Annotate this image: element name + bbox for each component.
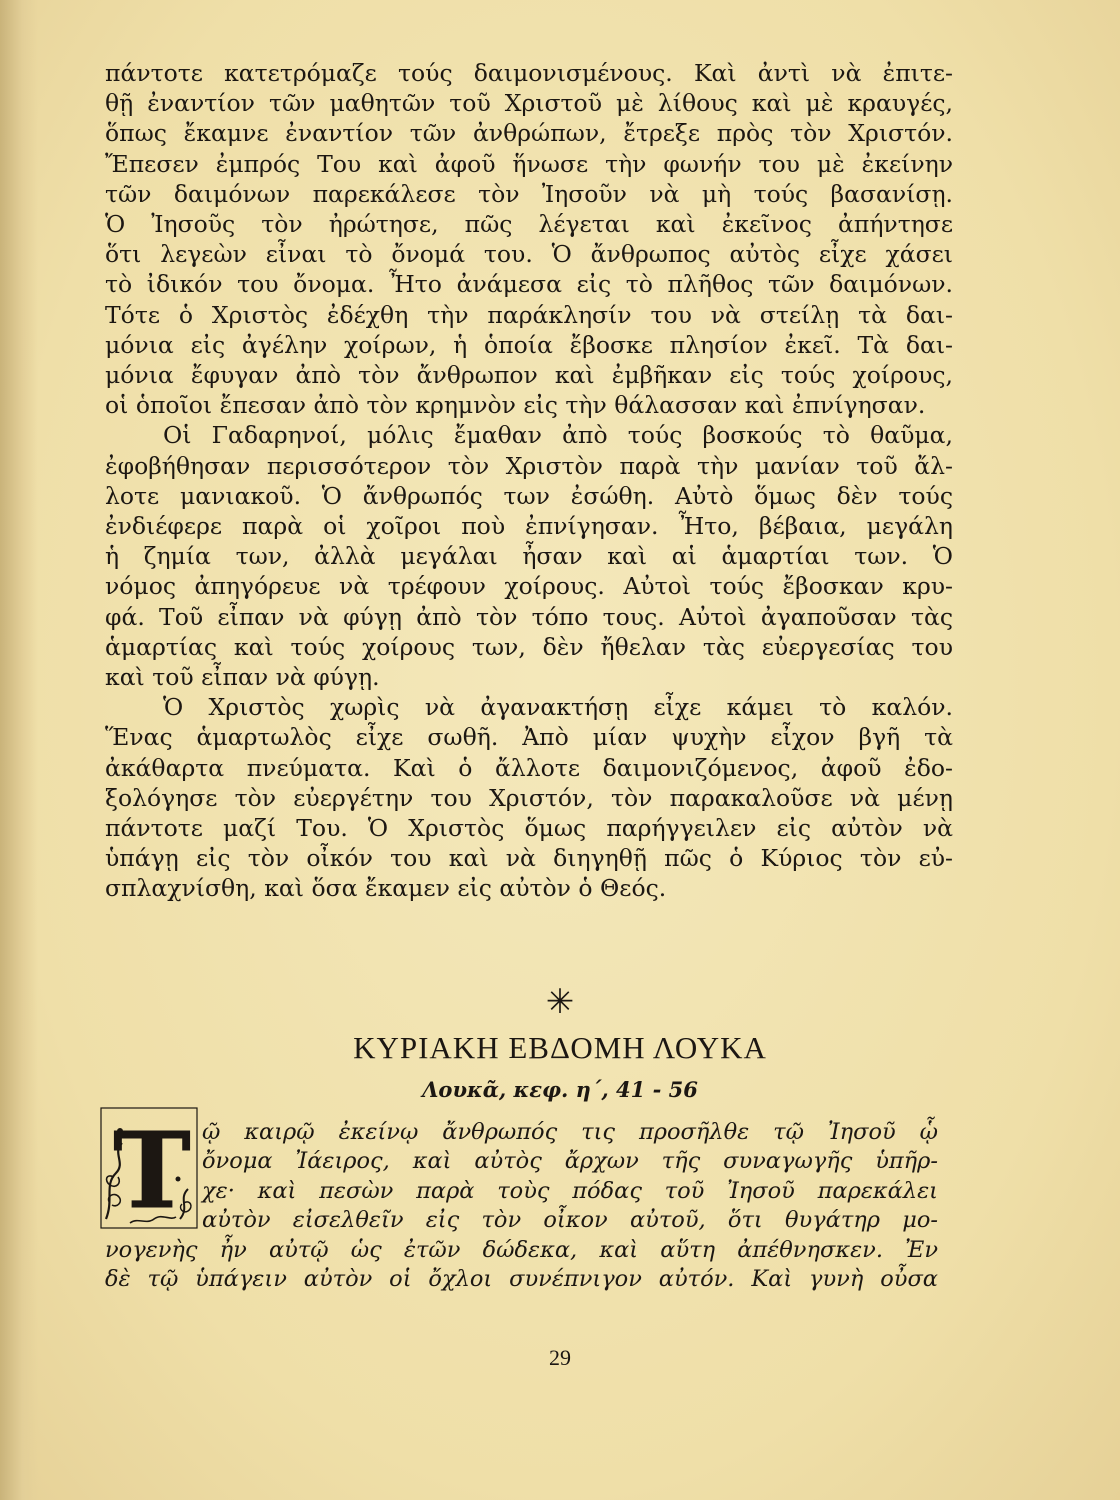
section-title: ΚΥΡΙΑΚΗ ΕΒΔΟΜΗ ΛΟΥΚΑ bbox=[353, 1030, 767, 1065]
text-line: ἡ ζημία των, ἀλλὰ μεγάλαι ἦσαν καὶ αἱ ἁμαρτίαι των. Ὁ bbox=[105, 542, 953, 571]
text-line: Ἔπεσεν ἐμπρός Του καὶ ἀφοῦ ἥνωσε τὴν φωνήν του μὲ ἐκείνην bbox=[105, 149, 953, 178]
text-line: ὄνομα Ἰάειρος, καὶ αὐτὸς ἄρχων τῆς συναγωγῆς ὑπῆρ- bbox=[202, 1148, 938, 1175]
ornamental-dropcap bbox=[100, 1107, 198, 1229]
text-line: τὸ ἰδικόν του ὄνομα. Ἦτο ἀνάμεσα εἰς τὸ πλῆθος τῶν δαιμόνων. bbox=[105, 270, 953, 299]
gospel-text-full bbox=[105, 1236, 938, 1295]
text-line: ὅτι λεγεὼν εἶναι τὸ ὄνομά του. Ὁ ἄνθρωπος αὐτὸς εἶχε χάσει bbox=[105, 240, 953, 269]
text-line: χε· καὶ πεσὼν παρὰ τοὺς πόδας τοῦ Ἰησοῦ παρεκάλει bbox=[202, 1177, 938, 1204]
binding-shadow bbox=[0, 0, 38, 1500]
text-line: νόμος ἀπηγόρευε νὰ τρέφουν χοίρους. Αὐτοὶ τούς ἔβοσκαν κρυ- bbox=[105, 572, 953, 601]
text-line: δὲ τῷ ὑπάγειν αὐτὸν οἱ ὄχλοι συνέπνιγον αὐτόν. Καὶ γυνὴ οὖσα bbox=[105, 1266, 938, 1293]
section-reference: Λουκᾶ, κεφ. η΄, 41 - 56 bbox=[422, 1077, 698, 1102]
text-line: ἐνδιέφερε παρὰ οἱ χοῖροι ποὺ ἐπνίγησαν. Ἦτο, βέβαια, μεγάλη bbox=[105, 512, 953, 541]
text-line: Τότε ὁ Χριστὸς ἐδέχθη τὴν παράκλησίν του νὰ στείλῃ τὰ δαι- bbox=[105, 300, 953, 329]
text-line: μόνια ἔφυγαν ἀπὸ τὸν ἄνθρωπον καὶ ἐμβῆκαν εἰς τούς χοίρους, bbox=[105, 361, 953, 390]
text-line: ξολόγησε τὸν εὐεργέτην του Χριστόν, τὸν παρακαλοῦσε νὰ μένῃ bbox=[105, 783, 953, 812]
text-line: ῷ καιρῷ ἐκείνῳ ἄνθρωπός τις προσῆλθε τῷ Ἰησοῦ ᾧ bbox=[202, 1119, 938, 1145]
text-line: πάντοτε κατετρόμαζε τούς δαιμονισμένους. Καὶ ἀντὶ νὰ ἐπιτε- bbox=[105, 59, 953, 87]
text-line: αὐτὸν εἰσελθεῖν εἰς τὸν οἶκον αὐτοῦ, ὅτι θυγάτηρ μο- bbox=[202, 1207, 938, 1234]
text-line: φά. Τοῦ εἶπαν νὰ φύγῃ ἀπὸ τὸν τόπο τους. Αὐτοὶ ἀγαποῦσαν τὰς bbox=[105, 602, 953, 631]
text-line: πάντοτε μαζί Του. Ὁ Χριστὸς ὅμως παρήγγειλεν εἰς αὐτὸν νὰ bbox=[105, 814, 953, 843]
text-line: ἀκάθαρτα πνεύματα. Καὶ ὁ ἄλλοτε δαιμονιζόμενος, ἀφοῦ ἐδο- bbox=[105, 753, 953, 782]
text-line: οἱ ὁποῖοι ἔπεσαν ἀπὸ τὸν κρημνὸν εἰς τὴν θάλασσαν καὶ ἐπνίγησαν. bbox=[105, 391, 926, 420]
text-line: λοτε μανιακοῦ. Ὁ ἄνθρωπός των ἐσώθη. Αὐτὸ ὅμως δὲν τούς bbox=[105, 481, 953, 510]
text-line: νογενὴς ἦν αὐτῷ ὡς ἐτῶν δώδεκα, καὶ αὕτη ἀπέθνησκεν. Ἐν bbox=[105, 1237, 938, 1263]
text-line: ἐφοβήθησαν περισσότερον τὸν Χριστὸν παρὰ τὴν μανίαν τοῦ ἄλ- bbox=[105, 451, 953, 480]
dropcap-letter: Τ bbox=[113, 1109, 191, 1229]
text-line: ὅπως ἔκαμνε ἐναντίον τῶν ἀνθρώπων, ἔτρεξε πρὸς τὸν Χριστόν. bbox=[105, 119, 953, 148]
gospel-text-wrapped bbox=[202, 1118, 938, 1236]
text-line: τῶν δαιμόνων παρεκάλεσε τὸν Ἰησοῦν νὰ μὴ τούς βασανίσῃ. bbox=[105, 179, 953, 208]
text-line: καὶ τοῦ εἶπαν νὰ φύγῃ. bbox=[105, 663, 380, 692]
text-line: Ὁ Χριστὸς χωρὶς νὰ ἀγανακτήσῃ εἶχε κάμει τὸ καλόν. bbox=[163, 693, 953, 722]
text-line: ὑπάγῃ εἰς τὸν οἶκόν του καὶ νὰ διηγηθῇ πῶς ὁ Κύριος τὸν εὐ- bbox=[105, 844, 953, 873]
section-divider-ornament: ✳ bbox=[545, 982, 575, 1022]
text-line: σπλαχνίσθη, καὶ ὅσα ἔκαμεν εἰς αὐτὸν ὁ Θεός. bbox=[105, 874, 667, 903]
main-text-block bbox=[105, 58, 953, 904]
text-line: θῇ ἐναντίον τῶν μαθητῶν τοῦ Χριστοῦ μὲ λίθους καὶ μὲ κραυγές, bbox=[105, 89, 953, 118]
text-line: Ὁ Ἰησοῦς τὸν ἠρώτησε, πῶς λέγεται καὶ ἐκεῖνος ἀπήντησε bbox=[105, 210, 953, 239]
text-line: Ἕνας ἁμαρτωλὸς εἶχε σωθῆ. Ἀπὸ μίαν ψυχὴν εἶχον βγῆ τὰ bbox=[105, 723, 953, 752]
text-line: ἁμαρτίας καὶ τούς χοίρους των, δὲν ἤθελαν τὰς εὐεργεσίας του bbox=[105, 632, 953, 661]
page-number: 29 bbox=[549, 1345, 571, 1370]
text-line: μόνια εἰς ἀγέλην χοίρων, ἡ ὁποία ἔβοσκε πλησίον ἐκεῖ. Τὰ δαι- bbox=[105, 330, 953, 359]
text-line: Οἱ Γαδαρηνοί, μόλις ἔμαθαν ἀπὸ τούς βοσκούς τὸ θαῦμα, bbox=[163, 421, 953, 450]
